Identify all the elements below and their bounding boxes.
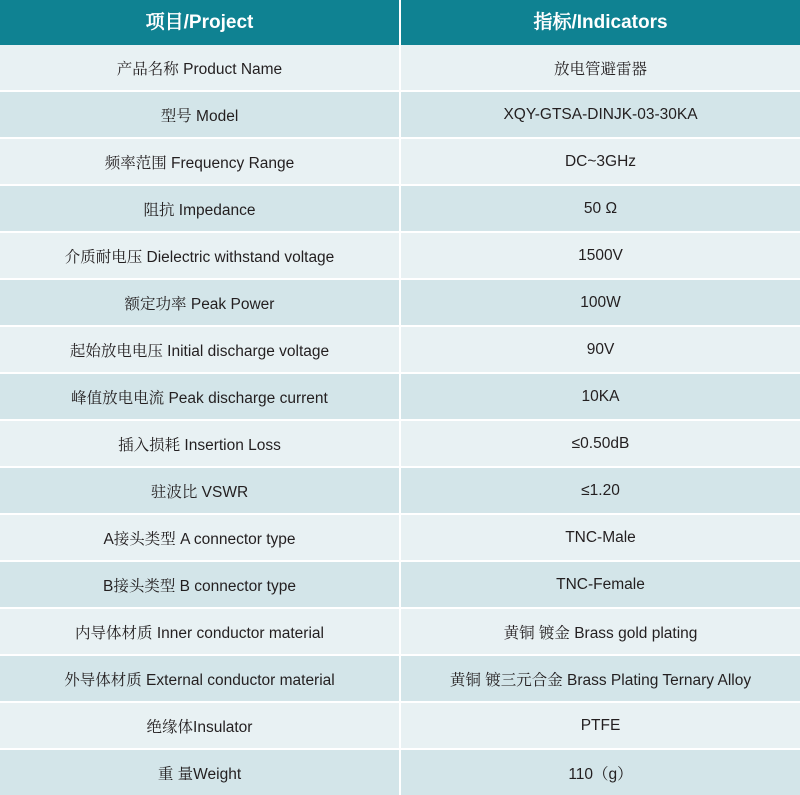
cell-indicator: 110（g） [400,749,800,795]
cell-project: 阻抗 Impedance [0,185,400,232]
cell-indicator: DC~3GHz [400,138,800,185]
cell-indicator: TNC-Female [400,561,800,608]
cell-indicator: 黄铜 镀金 Brass gold plating [400,608,800,655]
table-body [0,45,800,795]
cell-indicator: 50 Ω [400,185,800,232]
table-row [0,45,800,91]
table-row [0,514,800,561]
table-row [0,608,800,655]
cell-indicator: TNC-Male [400,514,800,561]
table-row [0,138,800,185]
table-header-row [0,0,800,45]
cell-project: 频率范围 Frequency Range [0,138,400,185]
table-header [0,0,800,45]
cell-project: 插入损耗 Insertion Loss [0,420,400,467]
cell-indicator: 1500V [400,232,800,279]
table-row [0,326,800,373]
cell-indicator: 100W [400,279,800,326]
cell-project: 绝缘体Insulator [0,702,400,749]
cell-indicator: 放电管避雷器 [400,45,800,91]
table-row [0,232,800,279]
table-row [0,655,800,702]
table-row [0,749,800,795]
cell-indicator: ≤1.20 [400,467,800,514]
cell-indicator: 10KA [400,373,800,420]
table-row [0,467,800,514]
cell-indicator: 90V [400,326,800,373]
cell-project: 重 量Weight [0,749,400,795]
cell-indicator: ≤0.50dB [400,420,800,467]
cell-project: 起始放电电压 Initial discharge voltage [0,326,400,373]
cell-project: 介质耐电压 Dielectric withstand voltage [0,232,400,279]
cell-project: B接头类型 B connector type [0,561,400,608]
column-header-indicators: 指标/Indicators [400,0,800,45]
table-row [0,279,800,326]
column-header-project: 项目/Project [0,0,400,45]
cell-project: 驻波比 VSWR [0,467,400,514]
table-row [0,185,800,232]
cell-project: 外导体材质 External conductor material [0,655,400,702]
cell-indicator: 黄铜 镀三元合金 Brass Plating Ternary Alloy [400,655,800,702]
table-row [0,373,800,420]
cell-indicator: PTFE [400,702,800,749]
cell-project: 额定功率 Peak Power [0,279,400,326]
cell-project: 型号 Model [0,91,400,138]
cell-project: 峰值放电电流 Peak discharge current [0,373,400,420]
table-row [0,561,800,608]
table-row [0,420,800,467]
table-row [0,702,800,749]
table-row [0,91,800,138]
cell-project: A接头类型 A connector type [0,514,400,561]
cell-project: 内导体材质 Inner conductor material [0,608,400,655]
cell-indicator: XQY-GTSA-DINJK-03-30KA [400,91,800,138]
cell-project: 产品名称 Product Name [0,45,400,91]
